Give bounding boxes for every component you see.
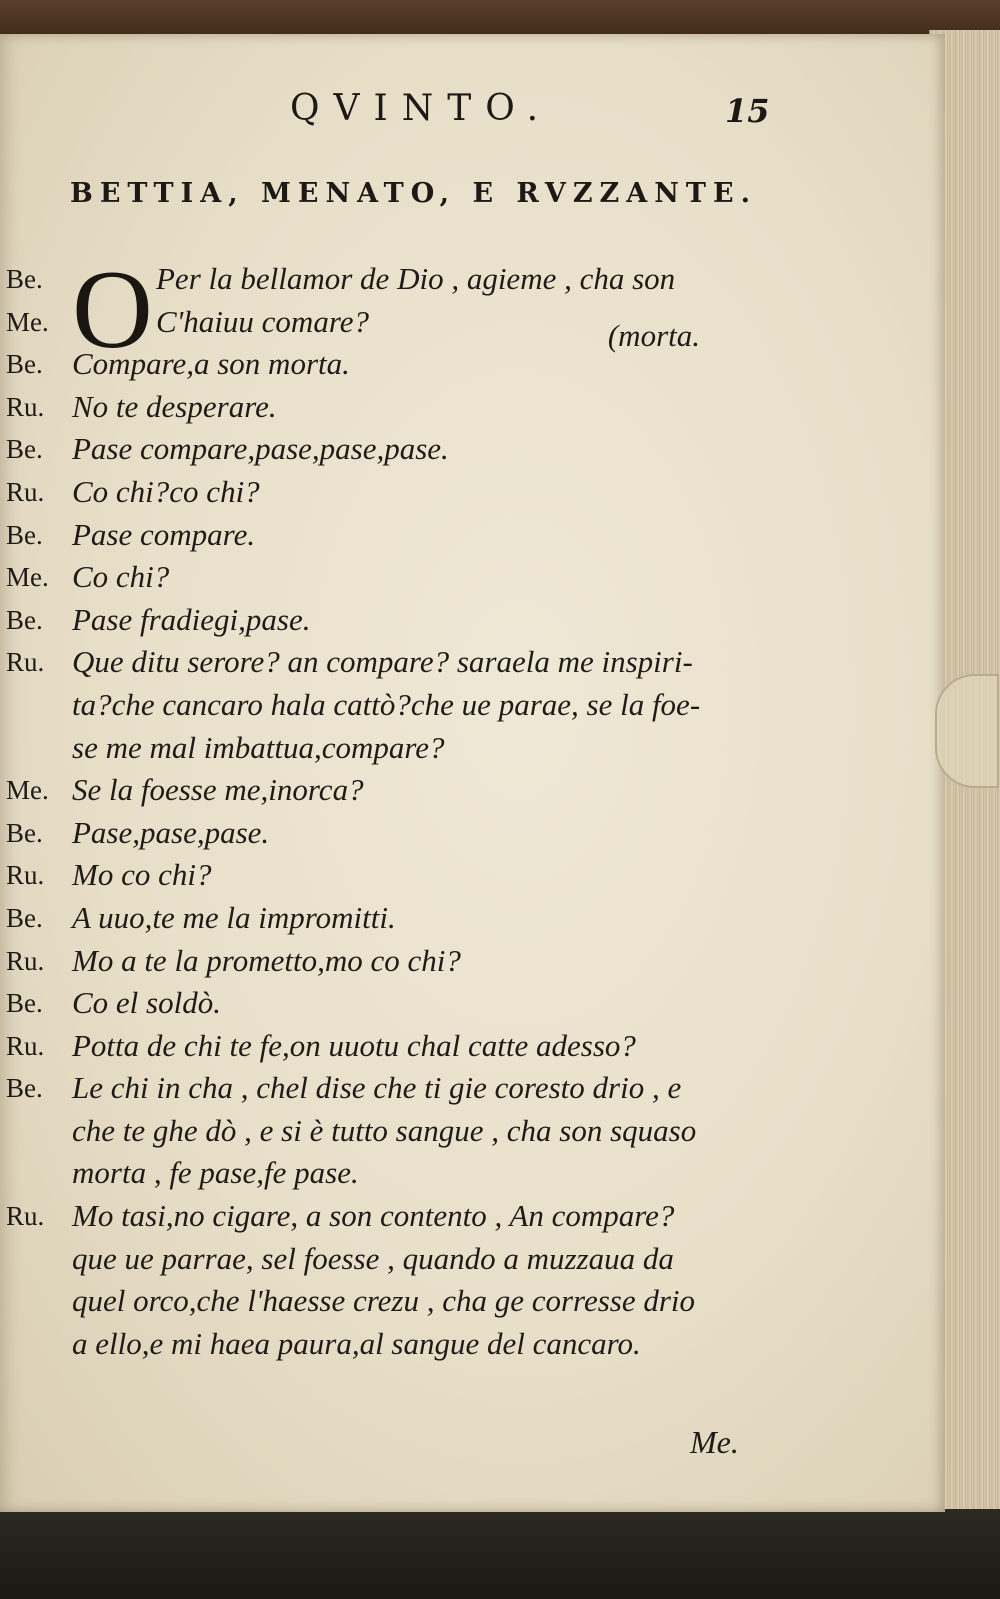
table-surface: [0, 1509, 1000, 1599]
folio-number: 15: [725, 92, 770, 130]
speaker-label: Be.: [6, 519, 43, 550]
dialogue-line: [0, 769, 880, 812]
dialogue-line: [0, 1238, 880, 1281]
line-text: Mo a te la prometto,mo co chi?: [72, 942, 461, 978]
speaker-label: Be.: [6, 1073, 43, 1104]
speaker-label: Ru.: [6, 391, 45, 422]
speaker-label: Ru.: [6, 945, 45, 976]
speaker-label: Ru.: [6, 860, 45, 891]
drop-cap: O: [72, 248, 153, 372]
line-text: Mo co chi?: [72, 857, 212, 893]
line-text: Co chi?: [72, 559, 170, 595]
catchword: Me.: [690, 1424, 739, 1460]
dialogue-line: [0, 727, 880, 770]
speaker-label: Be.: [6, 817, 43, 848]
dialogue-line: [0, 428, 880, 471]
line-text: se me mal imbattua,compare?: [72, 729, 445, 765]
dialogue-line: [0, 301, 880, 353]
dialogue-line: [0, 471, 880, 514]
line-text: Pase fradiegi,pase.: [72, 601, 311, 637]
line-text: Le chi in cha , chel dise che ti gie coresto drio , e: [72, 1070, 682, 1106]
dialogue-line: [0, 258, 880, 301]
speaker-label: Ru.: [6, 1201, 45, 1232]
line-text: Compare,a son morta.: [72, 346, 350, 382]
dialogue-line: [0, 386, 880, 429]
dialogue-line: [0, 812, 880, 855]
speaker-label: Be.: [6, 349, 43, 380]
line-text: que ue parrae, sel foesse , quando a muzzaua da: [72, 1240, 674, 1276]
dialogue-line: [0, 684, 880, 727]
dialogue-line: [0, 854, 880, 897]
page-header: [280, 88, 780, 148]
speaker-label: Be.: [6, 434, 43, 465]
line-text: Pase,pase,pase.: [72, 814, 270, 850]
line-text: Pase compare.: [72, 516, 256, 552]
dialogue-line: [0, 982, 880, 1025]
line-text: Se la foesse me,inorca?: [72, 772, 364, 808]
speaker-label: Me.: [6, 306, 49, 337]
running-head: QVINTO.: [290, 88, 553, 129]
speaker-label: Me.: [6, 775, 49, 806]
line-text: a ello,e mi haea paura,al sangue del cancaro.: [72, 1325, 641, 1361]
dialogue-line: [0, 897, 880, 940]
line-text: ta?che cancaro hala cattò?che ue parae, se la foe-: [72, 686, 701, 722]
dialogue-line: [0, 556, 880, 599]
line-text: Potta de chi te fe,on uuotu chal catte adesso?: [72, 1027, 636, 1063]
speaker-label: Ru.: [6, 1030, 45, 1061]
line-text: Mo tasi,no cigare, a son contento , An compare?: [72, 1198, 675, 1234]
speaker-label: Be.: [6, 264, 43, 294]
speaker-label: Ru.: [6, 647, 45, 678]
dialogue-line: [0, 343, 880, 386]
dialogue-line: [0, 1067, 880, 1110]
dialogue-line: [0, 1323, 880, 1366]
dialogue-line: [0, 599, 880, 642]
line-text: quel orco,che l'haesse crezu , cha ge corresse drio: [72, 1283, 696, 1319]
cast-line: BETTIA, MENATO, E RVZZANTE.: [70, 178, 757, 209]
line-text: C'haiuu comare?: [156, 303, 369, 339]
dialogue-line: [0, 514, 880, 557]
line-overflow-text: (morta.: [607, 317, 700, 353]
speaker-label: Me.: [6, 562, 49, 593]
page-tab: [935, 674, 999, 788]
line-text: Pase compare,pase,pase,pase.: [72, 431, 449, 467]
dialogue-line: [0, 940, 880, 983]
dialogue-line: [0, 1110, 880, 1153]
speaker-label: Be.: [6, 604, 43, 635]
speaker-label: Be.: [6, 902, 43, 933]
dialogue-text: [0, 248, 880, 1365]
dialogue-line: [0, 1152, 880, 1195]
dialogue-line: [0, 641, 880, 684]
line-text: No te desperare.: [72, 388, 277, 424]
line-text: Per la bellamor de Dio , agieme , cha son: [156, 261, 676, 296]
line-text: Que ditu serore? an compare? saraela me inspiri-: [72, 644, 693, 680]
line-text: morta , fe pase,fe pase.: [72, 1155, 359, 1191]
dialogue-line: [0, 1195, 880, 1238]
speaker-label: Be.: [6, 988, 43, 1019]
dialogue-line: [0, 1025, 880, 1068]
speaker-label: Ru.: [6, 476, 45, 507]
dialogue-line: [0, 1280, 880, 1323]
line-text: Co el soldò.: [72, 985, 221, 1021]
line-text: che te ghe dò , e si è tutto sangue , cha son squaso: [72, 1112, 697, 1148]
line-text: Co chi?co chi?: [72, 473, 260, 509]
line-text: A uuo,te me la impromitti.: [72, 899, 396, 935]
